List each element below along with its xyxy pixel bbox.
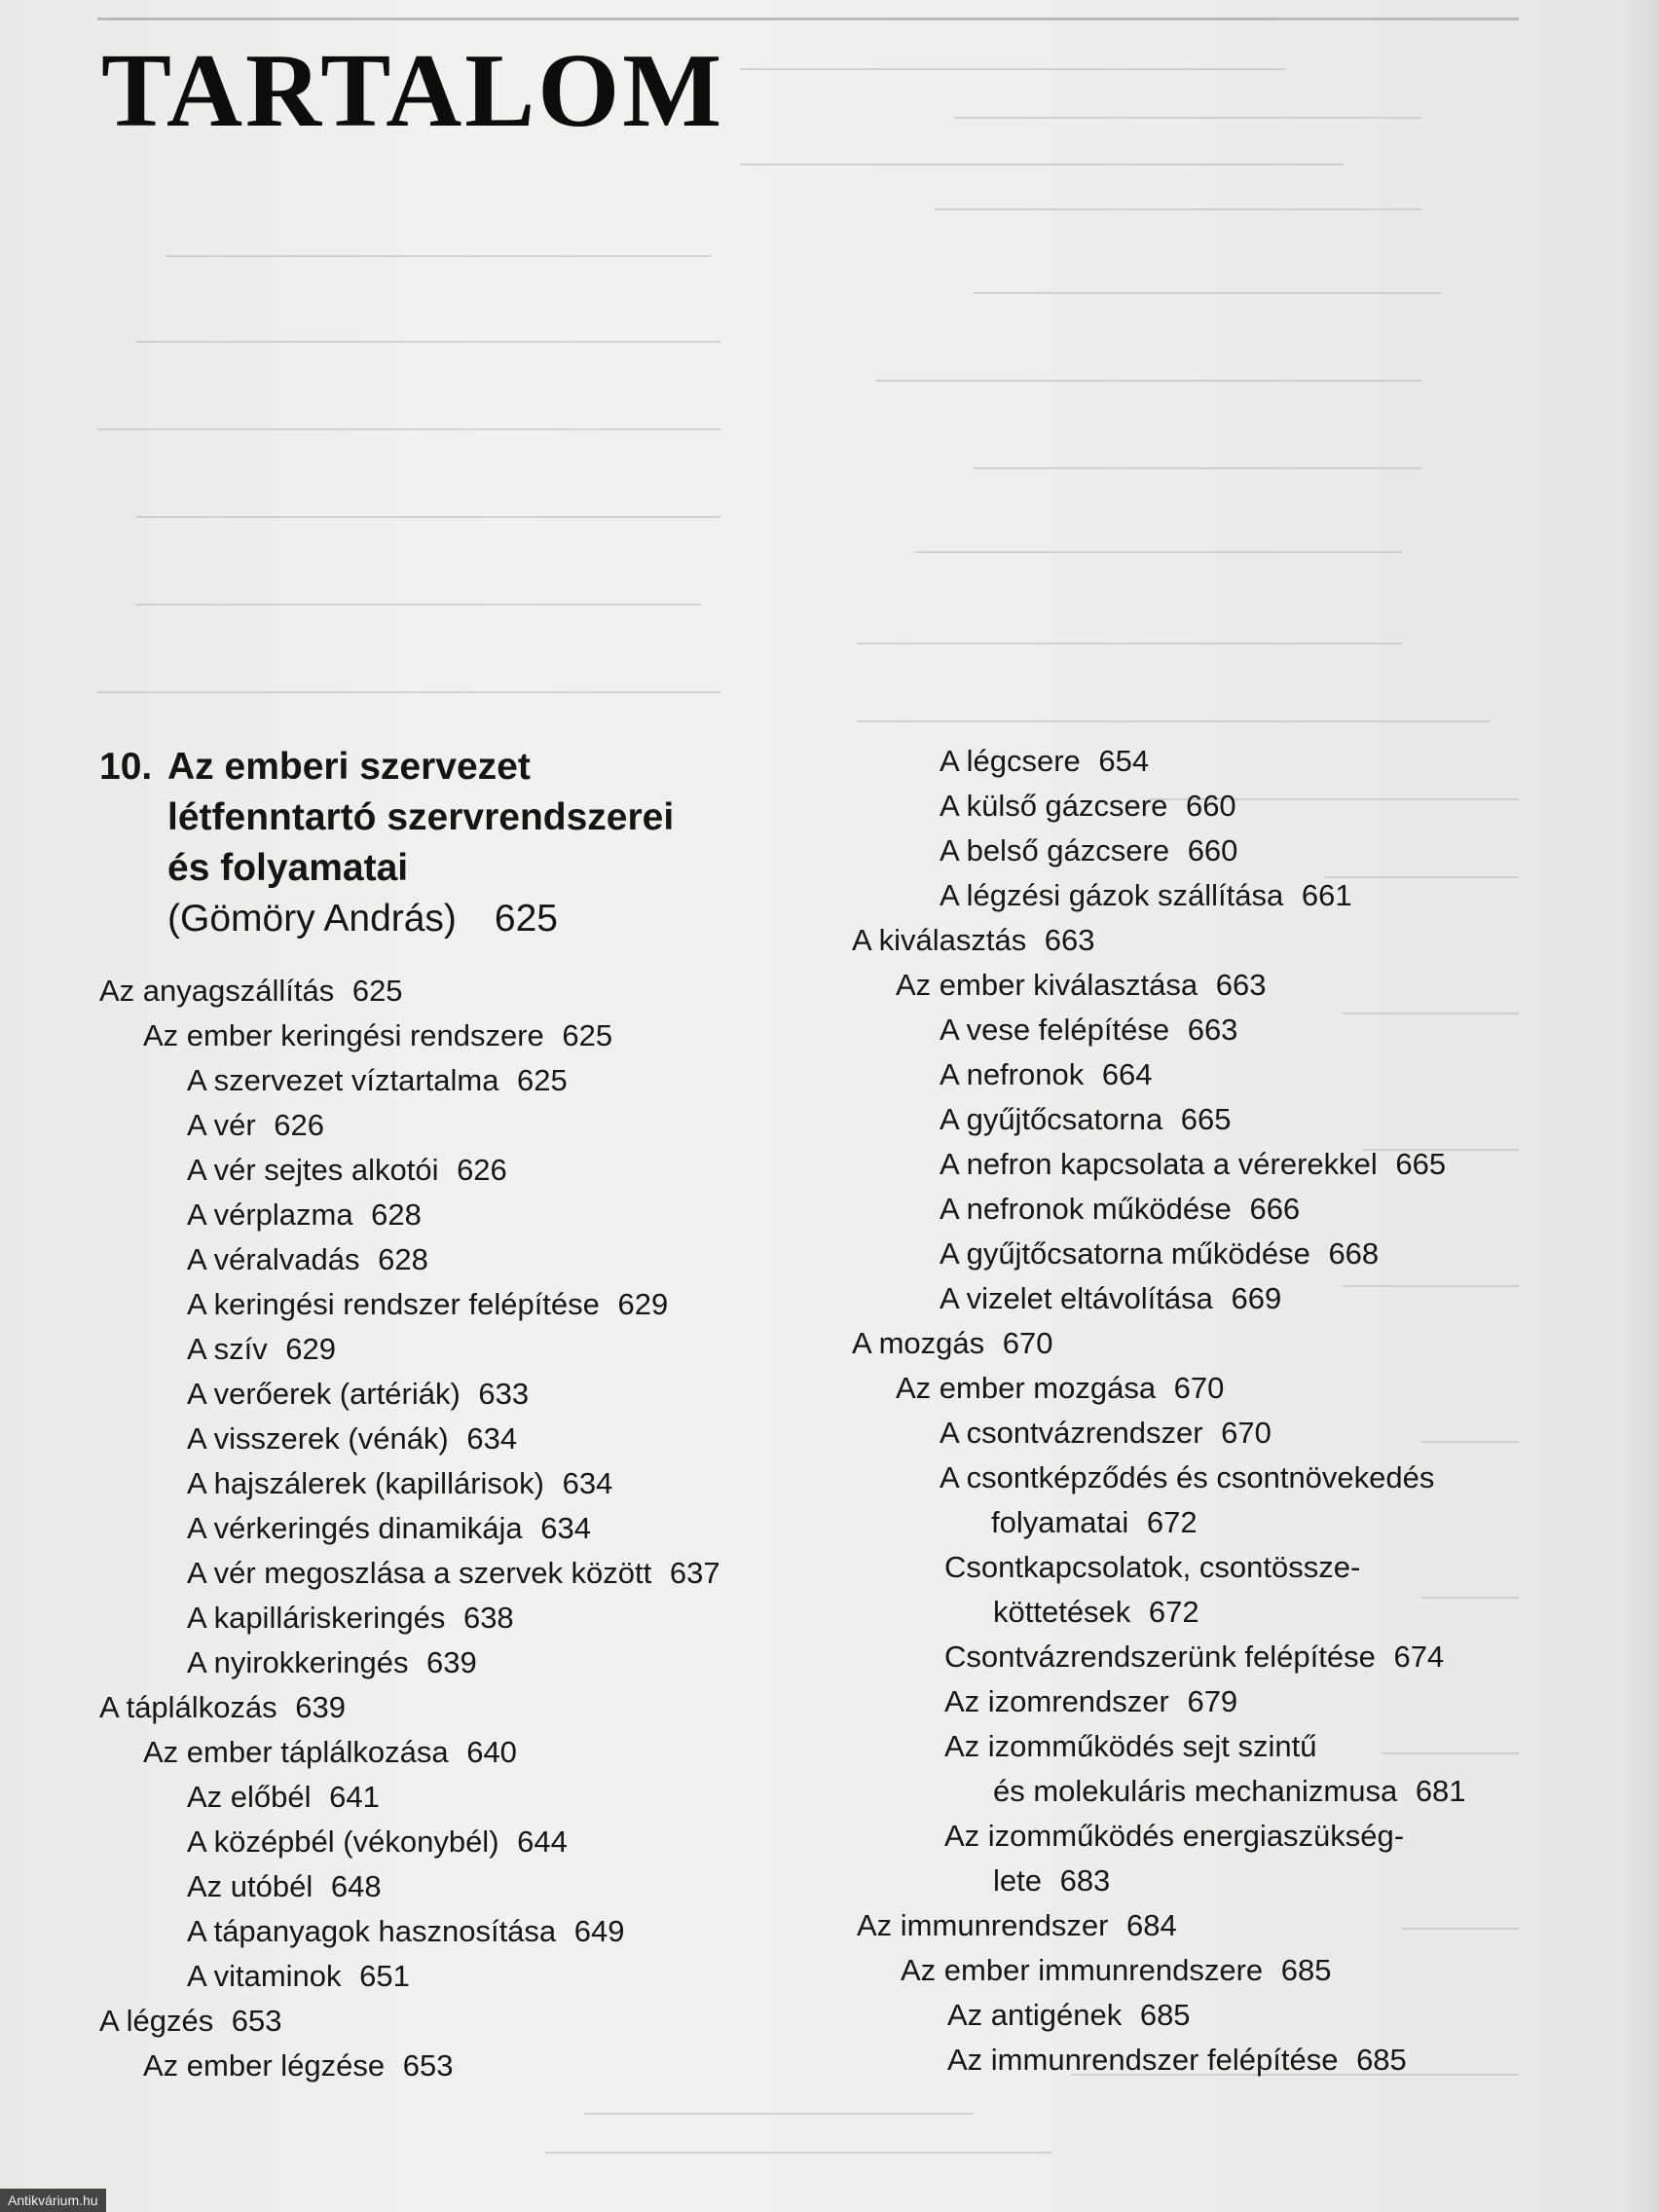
toc-entry [991, 1503, 1198, 1542]
toc-entry [940, 1145, 1446, 1184]
toc-entry [940, 1055, 1153, 1094]
toc-entry [901, 1951, 1331, 1990]
toc-entry [187, 1823, 568, 1862]
toc-entry-text: Az ember mozgása [896, 1371, 1157, 1405]
toc-entry-text: Az ember kiválasztása [896, 968, 1198, 1002]
toc-entry-text: A verőerek (artériák) [187, 1377, 461, 1411]
toc-entry-page: 665 [1395, 1147, 1447, 1181]
toc-entry-page: 674 [1393, 1640, 1445, 1674]
toc-entry-text: A hajszálerek (kapillárisok) [187, 1466, 544, 1500]
toc-entry-page: 683 [1059, 1863, 1111, 1898]
toc-entry-text: Az előbél [187, 1780, 312, 1814]
toc-entry-text: A nyirokkeringés [187, 1645, 409, 1679]
toc-entry-text: A vér sejtes alkotói [187, 1153, 439, 1187]
toc-entry-text: A szervezet víztartalma [187, 1063, 499, 1097]
toc-entry [857, 1906, 1177, 1945]
toc-entry-page: 663 [1187, 1013, 1238, 1047]
toc-entry-text: A légcsere [940, 744, 1081, 778]
toc-entry [896, 966, 1266, 1005]
toc-entry-page: 663 [1215, 968, 1267, 1002]
toc-entry [940, 1011, 1237, 1050]
toc-entry [187, 1061, 568, 1100]
toc-entry-page: 629 [617, 1287, 669, 1321]
toc-entry-page: 634 [562, 1466, 613, 1500]
toc-entry [940, 876, 1352, 915]
toc-entry [187, 1867, 382, 1906]
toc-entry-page: 685 [1280, 1953, 1332, 1987]
chapter-author-name: (Gömöry András) [167, 898, 457, 940]
toc-entry [993, 1772, 1466, 1811]
toc-entry-text: Csontkapcsolatok, csontössze- [944, 1550, 1361, 1584]
toc-entry [187, 1151, 507, 1190]
toc-entry-text: lete [993, 1863, 1042, 1898]
toc-entry-text: A tápanyagok hasznosítása [187, 1914, 557, 1948]
toc-entry [99, 2002, 282, 2041]
toc-entry-text: A csontvázrendszer [940, 1416, 1203, 1450]
toc-entry-page: 670 [1002, 1326, 1053, 1360]
toc-entry-page: 672 [1148, 1595, 1199, 1629]
toc-entry-text: A vese felépítése [940, 1013, 1170, 1047]
toc-entry-page: 637 [669, 1556, 720, 1590]
toc-entry-text: Az ember keringési rendszere [143, 1018, 544, 1052]
chapter-author [167, 894, 558, 944]
toc-entry-page: 625 [351, 974, 403, 1008]
toc-entry-text: A nefronok működése [940, 1192, 1232, 1226]
toc-entry [187, 1196, 422, 1235]
toc-entry-page: 640 [466, 1735, 517, 1769]
toc-entry-text: A kiválasztás [852, 923, 1027, 957]
toc-entry-page: 626 [274, 1108, 324, 1142]
toc-entry-page: 628 [378, 1242, 428, 1276]
toc-entry [187, 1464, 612, 1503]
toc-entry-page: 648 [330, 1869, 382, 1903]
toc-entry [944, 1638, 1444, 1677]
toc-entry-text: A középbél (vékonybél) [187, 1825, 499, 1859]
chapter-title-line-1: Az emberi szervezet [167, 746, 531, 788]
toc-entry-page: 660 [1187, 833, 1238, 867]
toc-entry [940, 1458, 1453, 1497]
toc-entry-page: 628 [371, 1198, 422, 1232]
chapter-page-number: 625 [494, 898, 558, 940]
toc-entry-page: 654 [1098, 744, 1150, 778]
toc-entry [944, 1727, 1335, 1766]
page-edge-shadow [1620, 0, 1659, 2212]
toc-entry-text: Az izomrendszer [944, 1684, 1169, 1718]
toc-entry-text: A belső gázcsere [940, 833, 1170, 867]
toc-entry [940, 1190, 1300, 1229]
toc-entry-text: köttetések [993, 1595, 1131, 1629]
toc-entry-page: 666 [1249, 1192, 1301, 1226]
toc-entry [944, 1548, 1379, 1587]
toc-entry [187, 1240, 428, 1279]
toc-entry [947, 2041, 1407, 2080]
toc-entry [896, 1369, 1224, 1408]
toc-entry [187, 1643, 477, 1682]
toc-entry-page: 634 [540, 1511, 591, 1545]
toc-entry [187, 1912, 625, 1951]
toc-entry-text: A nefron kapcsolata a vérerekkel [940, 1147, 1378, 1181]
toc-entry [187, 1330, 336, 1369]
toc-entry-page: 670 [1173, 1371, 1225, 1405]
toc-entry [99, 1688, 346, 1727]
toc-entry-page: 685 [1356, 2043, 1407, 2077]
toc-entry-text: Az immunrendszer [857, 1908, 1109, 1942]
toc-entry [187, 1419, 517, 1458]
toc-entry [940, 1279, 1281, 1318]
toc-entry-text: Az utóbél [187, 1869, 313, 1903]
toc-entry-text: A vitaminok [187, 1959, 342, 1993]
toc-entry-page: 653 [231, 2004, 282, 2038]
toc-entry-text: A gyűjtőcsatorna működése [940, 1236, 1310, 1271]
toc-entry [99, 972, 403, 1011]
toc-entry [993, 1862, 1110, 1900]
toc-entry [187, 1599, 514, 1638]
toc-entry [852, 1324, 1052, 1363]
toc-entry-page: 639 [426, 1645, 477, 1679]
toc-entry-text: A légzés [99, 2004, 214, 2038]
toc-entry-page: 651 [359, 1959, 410, 1993]
toc-entry [187, 1509, 591, 1548]
toc-entry-page: 664 [1101, 1057, 1153, 1091]
toc-entry-page: 669 [1231, 1281, 1282, 1315]
toc-entry-text: Az izomműködés sejt szintű [944, 1729, 1317, 1763]
page-top-edge [97, 18, 1519, 20]
toc-entry-page: 661 [1301, 878, 1352, 912]
toc-entry-page: 665 [1180, 1102, 1232, 1136]
toc-entry-page: 633 [478, 1377, 530, 1411]
toc-entry-text: A kapilláriskeringés [187, 1601, 446, 1635]
toc-entry [187, 1957, 410, 1996]
toc-entry-page: 634 [466, 1421, 518, 1456]
toc-entry [940, 787, 1236, 826]
toc-entry-page: 679 [1187, 1684, 1238, 1718]
toc-entry [944, 1817, 1422, 1856]
toc-entry-text: A visszerek (vénák) [187, 1421, 449, 1456]
toc-entry-page: 663 [1044, 923, 1095, 957]
toc-entry [940, 742, 1149, 781]
toc-entry-text: A szív [187, 1332, 268, 1366]
toc-entry-text: és molekuláris mechanizmusa [993, 1774, 1398, 1808]
toc-entry [940, 831, 1237, 870]
toc-entry [187, 1285, 668, 1324]
toc-entry-text: A vér megoszlása a szervek között [187, 1556, 652, 1590]
chapter-number: 10. [99, 746, 153, 788]
chapter-title-line-3: és folyamatai [167, 847, 409, 889]
toc-entry-page: 668 [1328, 1236, 1380, 1271]
toc-entry-text: A vér [187, 1108, 256, 1142]
toc-entry-text: Az immunrendszer felépítése [947, 2043, 1339, 2077]
toc-entry-text: A mozgás [852, 1326, 985, 1360]
toc-entry-page: 681 [1415, 1774, 1466, 1808]
toc-entry-page: 629 [285, 1332, 337, 1366]
toc-entry-text: A táplálkozás [99, 1690, 277, 1724]
toc-entry-page: 625 [517, 1063, 568, 1097]
toc-entry-page: 685 [1139, 1998, 1191, 2032]
toc-entry-text: Az ember légzése [143, 2048, 386, 2083]
toc-entry-text: A vizelet eltávolítása [940, 1281, 1213, 1315]
toc-entry-page: 653 [402, 2048, 454, 2083]
toc-entry [947, 1996, 1191, 2035]
toc-entry-text: Az ember táplálkozása [143, 1735, 449, 1769]
toc-entry [143, 1016, 612, 1055]
toc-entry [187, 1778, 380, 1817]
toc-entry-page: 660 [1185, 789, 1236, 823]
toc-entry-text: Az ember immunrendszere [901, 1953, 1264, 1987]
toc-entry [852, 921, 1095, 960]
toc-entry [143, 2046, 453, 2085]
toc-entry-text: A gyűjtőcsatorna [940, 1102, 1163, 1136]
toc-entry-page: 672 [1146, 1505, 1198, 1539]
toc-entry-text: A véralvadás [187, 1242, 360, 1276]
toc-entry-page: 625 [562, 1018, 613, 1052]
toc-entry-page: 670 [1221, 1416, 1272, 1450]
toc-entry [187, 1106, 324, 1145]
toc-entry [940, 1100, 1232, 1139]
toc-entry-page: 684 [1126, 1908, 1177, 1942]
toc-entry-text: A csontképződés és csontnövekedés [940, 1460, 1435, 1494]
toc-entry-text: A nefronok [940, 1057, 1085, 1091]
toc-entry [993, 1593, 1199, 1632]
toc-entry-text: folyamatai [991, 1505, 1129, 1539]
toc-entry-page: 639 [295, 1690, 346, 1724]
toc-entry [187, 1554, 720, 1593]
toc-entry-page: 641 [329, 1780, 380, 1814]
toc-entry [940, 1235, 1379, 1273]
toc-entry [940, 1414, 1272, 1453]
toc-entry-text: A vérplazma [187, 1198, 353, 1232]
toc-entry-page: 626 [457, 1153, 507, 1187]
watermark-label: Antikvárium.hu [0, 2189, 106, 2212]
toc-entry-page: 644 [517, 1825, 568, 1859]
toc-entry-text: A vérkeringés dinamikája [187, 1511, 523, 1545]
toc-entry-text: Csontvázrendszerünk felépítése [944, 1640, 1376, 1674]
toc-entry-text: A keringési rendszer felépítése [187, 1287, 600, 1321]
toc-entry [187, 1375, 529, 1414]
toc-entry-text: Az antigének [947, 1998, 1123, 2032]
toc-entry [944, 1682, 1237, 1721]
chapter-title-line-2: létfenntartó szervrendszerei [167, 796, 675, 838]
toc-entry [143, 1733, 517, 1772]
page-title: TARTALOM [101, 33, 725, 149]
toc-entry-text: A külső gázcsere [940, 789, 1168, 823]
toc-entry-text: A légzési gázok szállítása [940, 878, 1284, 912]
toc-entry-page: 649 [573, 1914, 625, 1948]
toc-entry-page: 638 [462, 1601, 514, 1635]
toc-entry-text: Az anyagszállítás [99, 974, 335, 1008]
toc-entry-text: Az izomműködés energiaszükség- [944, 1819, 1405, 1853]
